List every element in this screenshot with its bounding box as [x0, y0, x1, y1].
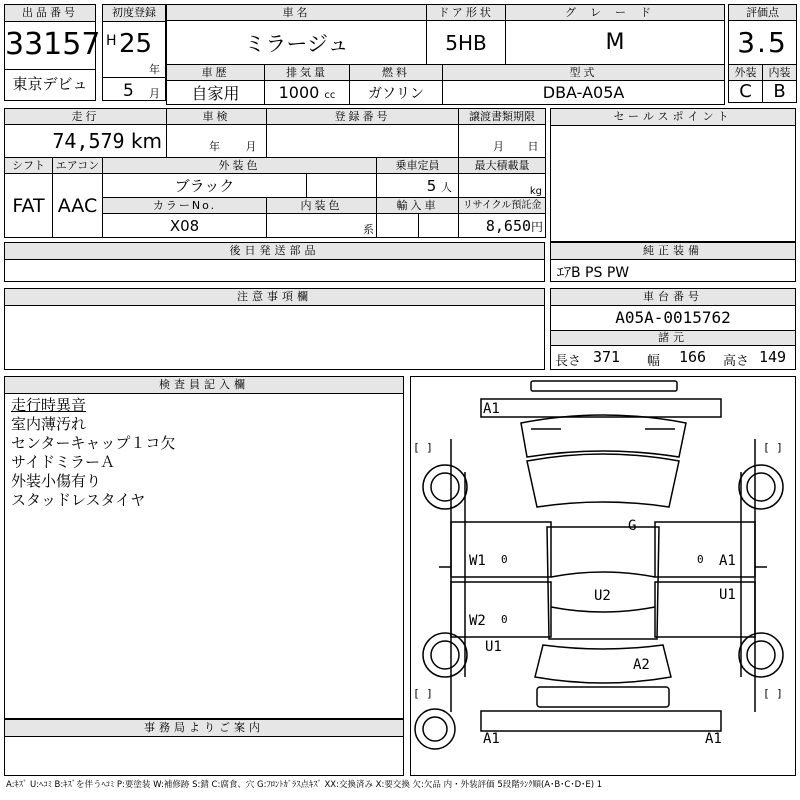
- ac-label: エアコン: [53, 158, 103, 174]
- mark-hood: G: [628, 518, 637, 534]
- later-parts-box: [4, 242, 545, 282]
- model-label: 型式: [443, 65, 725, 81]
- history: 自家用: [167, 81, 265, 105]
- mark-rear-bumper-left: A1: [483, 731, 500, 747]
- grade: M: [506, 21, 725, 65]
- recycle-unit: 円: [531, 219, 544, 234]
- mileage-label: 走行: [5, 109, 167, 125]
- int-color-label: 内装色: [267, 198, 377, 214]
- inspection: [167, 125, 267, 158]
- mark-left-rear-fender: U1: [485, 639, 502, 655]
- venue: 東京デビュ: [12, 75, 88, 93]
- color-no: X08: [103, 214, 267, 238]
- note-5: 外装小傷有り: [11, 472, 102, 490]
- reg-year: 25: [119, 29, 153, 59]
- height-label: 高さ: [723, 354, 750, 369]
- displacement-value: 1000: [278, 83, 320, 102]
- lot-box: [4, 4, 101, 101]
- int-color: [267, 214, 377, 238]
- inspector-box: [4, 376, 404, 719]
- inspection-year-unit: 年: [209, 140, 221, 153]
- chassis-box: [550, 288, 796, 370]
- car-diagram: [410, 376, 796, 776]
- import-label: 輸入車: [377, 198, 459, 214]
- max-load: [459, 174, 546, 198]
- inspection-month-unit: 月: [245, 140, 257, 153]
- model-code: DBA-A05A: [443, 81, 725, 105]
- equipment: ｴｱB PS PW: [557, 265, 630, 281]
- bracket-right-top: [ ]: [763, 441, 783, 454]
- equipment-label: 純正装備: [551, 243, 795, 260]
- height: 149: [759, 348, 787, 366]
- zero-left-rear: 0: [501, 613, 508, 626]
- max-load-label: 最大積載量: [459, 158, 546, 174]
- recycle-value: 8,650: [485, 216, 532, 235]
- year-unit: 年: [149, 63, 160, 76]
- transfer-label: 譲渡書類期限: [459, 109, 546, 125]
- shift: FAT: [5, 174, 53, 238]
- score: 3.5: [729, 21, 797, 65]
- mark-front-bumper: A1: [483, 401, 500, 417]
- inspector-label: 検査員記入欄: [5, 377, 403, 394]
- capacity-unit: 人: [441, 180, 453, 194]
- displacement: [265, 81, 350, 105]
- bracket-left-top: [ ]: [413, 441, 433, 454]
- capacity-label: 乗車定員: [377, 158, 459, 174]
- reg-no-label: 登録番号: [267, 109, 459, 125]
- transfer-day-unit: 日: [527, 140, 539, 153]
- mark-right-rear-door: U1: [719, 587, 736, 603]
- month-unit: 月: [149, 87, 160, 100]
- import-a: [377, 214, 419, 238]
- width: 166: [679, 348, 707, 366]
- transfer: [459, 125, 546, 158]
- sales-point-label: セールスポイント: [551, 109, 795, 126]
- note-2: 室内薄汚れ: [11, 415, 87, 433]
- mileage: [5, 125, 167, 158]
- ext-color-extra: [307, 174, 377, 198]
- mark-roof: U2: [594, 588, 611, 604]
- shift-label: シフト: [5, 158, 53, 174]
- int-color-unit: 系: [363, 223, 375, 236]
- zero-right-front: 0: [697, 553, 704, 566]
- car-outline: [411, 377, 795, 775]
- chassis-label: 車台番号: [551, 289, 795, 306]
- mileage-value: 74,579: [52, 129, 125, 153]
- car-name: ミラージュ: [167, 21, 427, 65]
- ext-color: ブラック: [103, 174, 307, 198]
- ac: AAC: [53, 174, 103, 238]
- zero-left-front: 0: [501, 553, 508, 566]
- exterior-grade: C: [729, 81, 763, 103]
- dimensions-label: 諸元: [551, 330, 795, 346]
- reg-month: 5: [123, 81, 134, 101]
- grade-label: グレード: [506, 5, 725, 21]
- fuel: ガソリン: [350, 81, 443, 105]
- car-name-label: 車名: [167, 5, 427, 21]
- width-label: 幅: [647, 354, 661, 369]
- equipment-box: [550, 242, 796, 282]
- interior-label: 内装: [763, 65, 797, 81]
- first-reg-box: [102, 4, 166, 101]
- door-type: 5HB: [427, 21, 506, 65]
- interior-grade: B: [763, 81, 797, 103]
- chassis-number: A05A-0015762: [615, 308, 731, 327]
- history-label: 車歴: [167, 65, 265, 81]
- door-label: ドア形状: [427, 5, 506, 21]
- recycle: [459, 214, 546, 238]
- length-label: 長さ: [555, 354, 582, 369]
- exterior-label: 外装: [729, 65, 763, 81]
- color-no-label: カラーNo.: [103, 198, 267, 214]
- office-box: [4, 719, 404, 776]
- mark-right-quarter: A2: [633, 657, 650, 673]
- reg-no: [267, 125, 459, 158]
- score-table: [728, 4, 797, 103]
- sales-point-box: [550, 108, 796, 242]
- displacement-label: 排気量: [265, 65, 350, 81]
- bracket-left-mid: [ ]: [413, 687, 433, 700]
- inspection-label: 車検: [167, 109, 267, 125]
- inspector-notes: [11, 396, 175, 510]
- max-load-unit: kg: [529, 186, 543, 197]
- mark-left-rear-door: W2: [469, 613, 486, 629]
- lot-label: 出品番号: [5, 5, 95, 22]
- displacement-unit: cc: [324, 90, 336, 101]
- note-4: サイドミラーＡ: [11, 453, 115, 471]
- note-3: センターキャップ１コ欠: [11, 434, 176, 452]
- caution-box: [4, 288, 545, 370]
- mark-rear-bumper-right: A1: [705, 731, 722, 747]
- legend-footer: A:ｷｽﾞ U:ﾍｺﾐ B:ｷｽﾞを伴うﾍｺﾐ P:要塗装 W:補修跡 S:錆 C:腐食、穴 G:ﾌﾛﾝﾄｶﾞﾗｽ点ｷｽﾞ XX:交換済み X:要交換 欠:欠品 内・外装評価 5段階ﾗﾝｸ順(A･B･C･D･E) 1: [6, 780, 603, 790]
- transfer-month-unit: 月: [493, 140, 505, 153]
- recycle-label: リサイクル預託金: [459, 198, 546, 214]
- spec-table: [4, 108, 546, 238]
- dimensions-row: [551, 347, 795, 369]
- caution-label: 注意事項欄: [5, 289, 544, 306]
- capacity-value: 5: [426, 176, 437, 195]
- bracket-right-mid: [ ]: [763, 687, 783, 700]
- car-table: [166, 4, 725, 105]
- import-b: [419, 214, 459, 238]
- ext-color-label: 外装色: [103, 158, 377, 174]
- era: H: [106, 33, 117, 49]
- note-6: スタッドレスタイヤ: [11, 491, 146, 509]
- mark-right-front-door: A1: [719, 553, 736, 569]
- lot-number: 33157: [5, 27, 101, 62]
- mark-left-front-door: W1: [469, 553, 486, 569]
- capacity: [377, 174, 459, 198]
- first-reg-label: 初度登録: [103, 5, 165, 22]
- office-label: 事務局よりご案内: [5, 720, 403, 737]
- later-parts-label: 後日発送部品: [5, 243, 544, 260]
- mileage-unit: km: [130, 129, 163, 153]
- note-1: 走行時異音: [11, 396, 87, 414]
- length: 371: [593, 348, 621, 366]
- score-label: 評価点: [729, 5, 797, 21]
- fuel-label: 燃料: [350, 65, 443, 81]
